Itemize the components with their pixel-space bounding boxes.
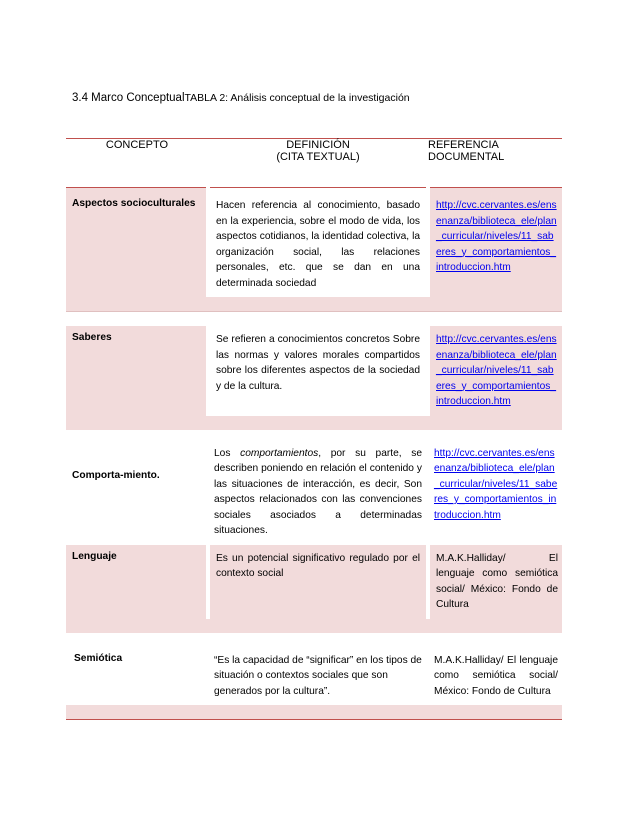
header-concepto: CONCEPTO: [66, 139, 208, 188]
row-spacer: [66, 297, 562, 312]
header-referencia: [428, 139, 562, 188]
definicion-em: comportamientos: [240, 447, 319, 459]
cell-concepto: Semiótica: [66, 633, 208, 706]
cell-concepto: Lenguaje: [66, 545, 208, 619]
cell-definicion: “Es la capacidad de “significar” en los tipos de situación o contextos sociales que son generados por la cultura”.: [208, 633, 428, 706]
cell-concepto: Comporta-miento.: [66, 430, 208, 545]
cell-definicion: Hacen referencia al conocimiento, basado en la experiencia, sobre el modo de vida, los aspectos cotidianos, la identidad colectiva, la organización social, las relaciones personales, etc. que se dan en una determinada sociedad: [208, 188, 428, 298]
table-label: TABLA 2: Análisis conceptual de la investigación: [184, 92, 410, 104]
table-row: [66, 326, 562, 416]
cell-referencia: [428, 430, 562, 545]
row-spacer: [66, 619, 562, 633]
table-header-row: [66, 139, 562, 188]
cell-definicion: Se refieren a conocimientos concretos Sobre las normas y valores morales compartidos sobre los diferentes aspectos de la sociedad y de la cultura.: [208, 326, 428, 416]
definicion-post: , por su parte, se describen poniendo en relación el contenido y las situaciones de interacción, es decir, Son aspectos relacionados con las convenciones sociales asociados a determinadas situaciones.: [214, 447, 422, 536]
header-referencia-line1: REFERENCIA: [428, 139, 499, 151]
concept-table: [66, 138, 562, 720]
definicion-pre: Los: [214, 447, 241, 459]
cell-referencia: M.A.K.Halliday/ El lenguaje como semiótica social/ México: Fondo de Cultura: [428, 633, 562, 706]
table-row: [66, 188, 562, 298]
cell-concepto: Saberes: [66, 326, 208, 416]
row-spacer: [66, 416, 562, 430]
section-heading: 3.4 Marco Conceptual: [72, 92, 185, 104]
row-spacer: [66, 705, 562, 720]
table-row: [66, 430, 562, 545]
cell-referencia: [428, 326, 562, 416]
table-row: [66, 545, 562, 619]
header-definicion: [208, 139, 428, 188]
cell-concepto: Aspectos socioculturales: [66, 188, 208, 298]
cell-definicion: Es un potencial significativo regulado por el contexto social: [208, 545, 428, 619]
cell-definicion: [208, 430, 428, 545]
header-referencia-line2: DOCUMENTAL: [428, 151, 505, 163]
cell-referencia: M.A.K.Halliday/ El lenguaje como semiótica social/ México: Fondo de Cultura: [428, 545, 562, 619]
cell-referencia: [428, 188, 562, 298]
header-definicion-line1: DEFINICIÓN: [286, 139, 350, 151]
table-caption: [72, 92, 410, 104]
reference-link[interactable]: http://cvc.cervantes.es/ensenanza/biblioteca_ele/plan_curricular/niveles/11_saberes_y_comportamientos_introduccion.htm: [434, 447, 558, 521]
header-definicion-line2: (CITA TEXTUAL): [276, 151, 360, 163]
table-row: [66, 633, 562, 706]
reference-link[interactable]: http://cvc.cervantes.es/ensenanza/biblioteca_ele/plan_curricular/niveles/11_saberes_y_comportamientos_introduccion.htm: [436, 200, 557, 273]
reference-link[interactable]: http://cvc.cervantes.es/ensenanza/biblioteca_ele/plan_curricular/niveles/11_saberes_y_comportamientos_introduccion.htm: [436, 334, 557, 407]
